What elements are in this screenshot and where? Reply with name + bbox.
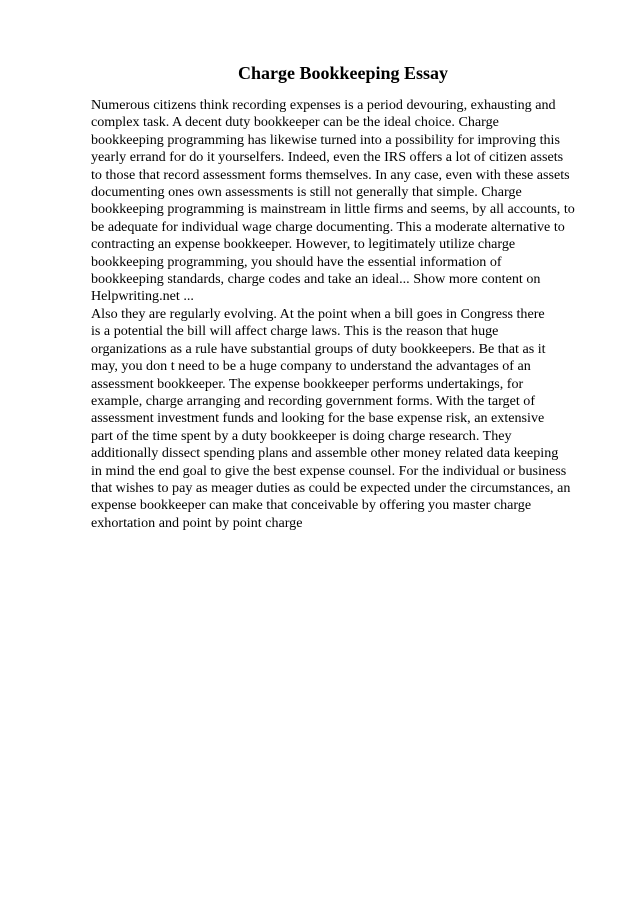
text-line: contracting an expense bookkeeper. However, to legitimately utilize charge — [91, 236, 516, 253]
text-line: assessment investment funds and looking for the base expense risk, an extensive — [91, 410, 545, 427]
text-line: assessment bookkeeper. The expense bookkeeper performs undertakings, for — [91, 375, 524, 392]
text-line: is a potential the bill will affect charge laws. This is the reason that huge — [91, 323, 499, 340]
text-line: bookkeeping programming has likewise turned into a possibility for improving this — [91, 131, 560, 148]
text-line: documenting ones own assessments is still not generally that simple. Charge — [91, 184, 522, 201]
text-line: Helpwriting.net ... — [91, 288, 194, 305]
text-line: bookkeeping programming is mainstream in little firms and seems, by all accounts, to — [91, 201, 575, 218]
document-body — [91, 97, 575, 532]
text-line: be adequate for individual wage charge documenting. This a moderate alternative to — [91, 218, 565, 235]
document-title: Charge Bookkeeping Essay — [237, 63, 449, 83]
text-line: in mind the end goal to give the best expense counsel. For the individual or business — [91, 462, 567, 479]
text-line: may, you don t need to be a huge company to understand the advantages of an — [91, 358, 531, 375]
text-line: example, charge arranging and recording government forms. With the target of — [91, 392, 536, 409]
text-line: bookkeeping standards, charge codes and take an ideal... Show more content on — [91, 271, 541, 288]
text-line: part of the time spent by a duty bookkeeper is doing charge research. They — [91, 427, 512, 444]
text-line: organizations as a rule have substantial groups of duty bookkeepers. Be that as it — [91, 340, 546, 357]
text-line: Also they are regularly evolving. At the point when a bill goes in Congress there — [91, 305, 545, 322]
text-line: complex task. A decent duty bookkeeper can be the ideal choice. Charge — [91, 114, 499, 131]
text-line: exhortation and point by point charge — [91, 514, 303, 531]
text-line: to those that record assessment forms themselves. In any case, even with these assets — [91, 166, 570, 183]
text-line: additionally dissect spending plans and assemble other money related data keeping — [91, 445, 559, 462]
text-line: expense bookkeeper can make that conceivable by offering you master charge — [91, 497, 532, 514]
text-line: bookkeeping programming, you should have the essential information of — [91, 253, 502, 270]
text-line: yearly errand for do it yourselfers. Indeed, even the IRS offers a lot of citizen assets — [91, 149, 564, 166]
text-line: Numerous citizens think recording expenses is a period devouring, exhausting and — [91, 97, 556, 113]
text-line: that wishes to pay as meager duties as could be expected under the circumstances, an — [91, 479, 571, 496]
